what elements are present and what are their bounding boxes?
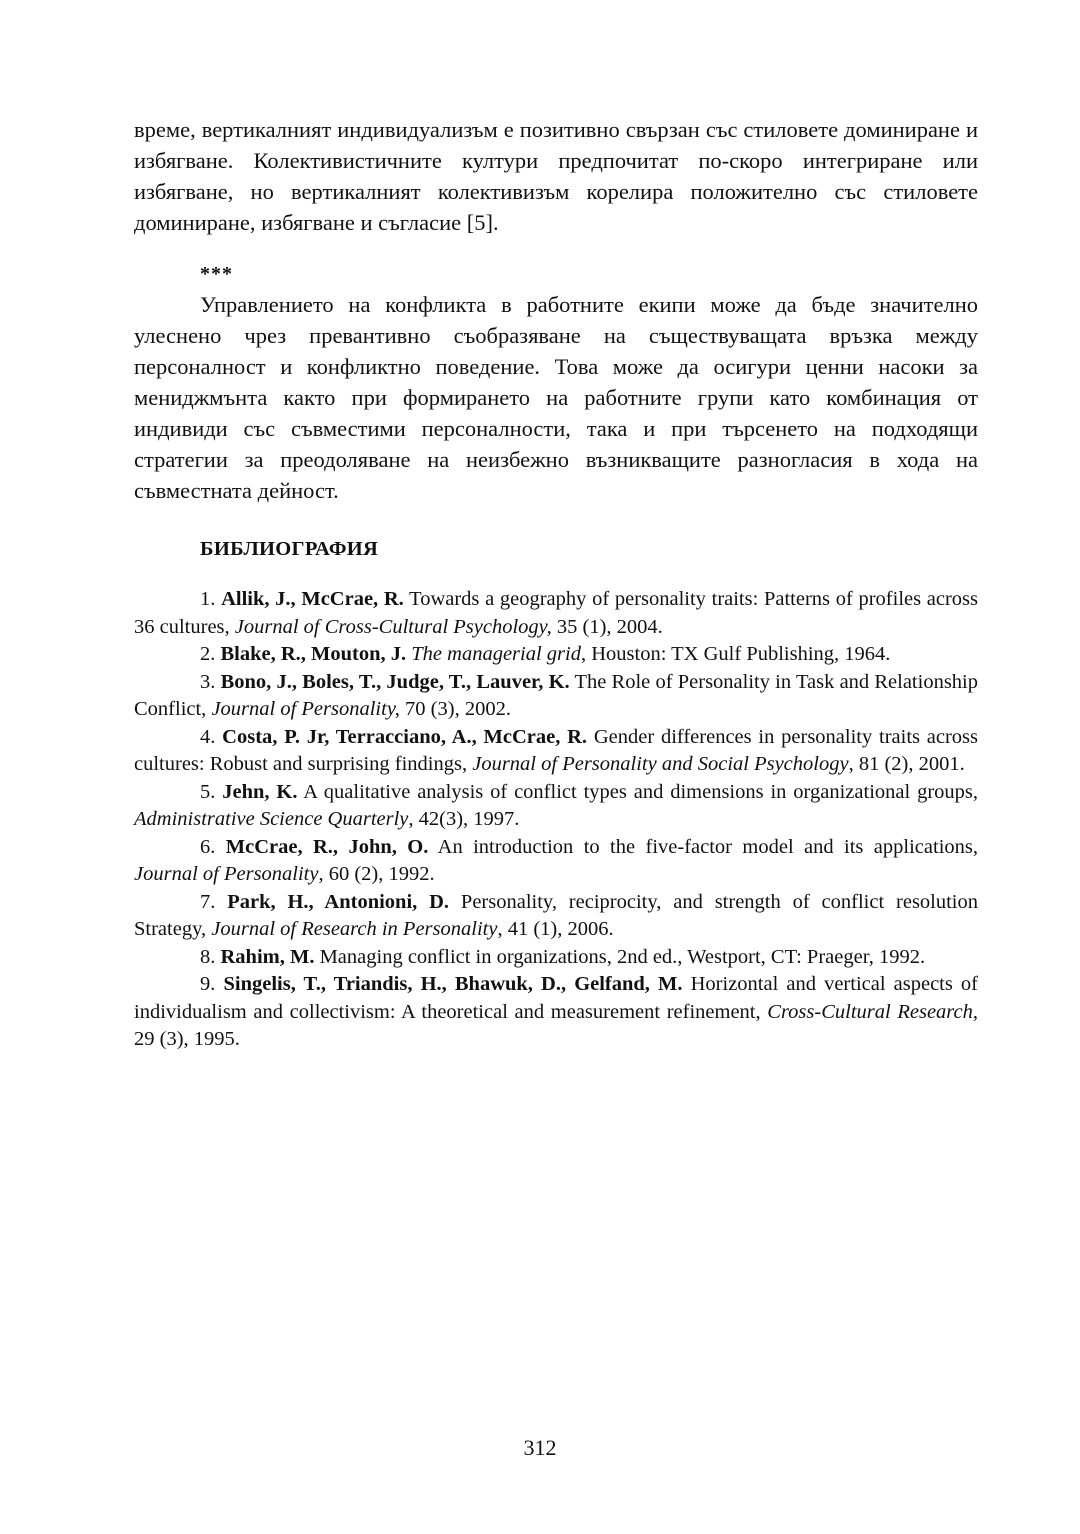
reference-number: 8. xyxy=(200,945,221,968)
body-paragraph-conclusion: Управлението на конфликта в работните екипи може да бъде значително улеснено чрез превантивно съобразяване на съществуващата връзка между персоналност и конфликтно поведение. Това може да осигури ценни насоки за мениджмънта както при формирането на работните групи като комбинация от индивиди със съвместими персоналности, така и при търсенето на подходящи стратегии за преодоляване на неизбежно възникващите разногласия в хода на съвместната дейност. xyxy=(134,292,978,503)
reference-number: 2. xyxy=(200,643,221,665)
reference-item xyxy=(134,834,978,889)
reference-number: 1. xyxy=(200,588,222,610)
reference-journal: Journal of Research in Personality xyxy=(211,918,498,940)
body-paragraph-continued: време, вертикалният индивидуализъм е позитивно свързан със стиловете доминиране и избягване. Колективистичните култури предпочитат по-скоро интегриране или избягване, но вертикалният колективизъм корелира положително със стиловете доминиране, избягване и съгласие [5]. xyxy=(134,117,978,235)
reference-title: Towards a geography of personality traits: Patterns of profiles across 36 cultures, xyxy=(134,588,979,638)
reference-authors: Costa, P. Jr, Terracciano, A., McCrae, R. xyxy=(222,725,588,748)
reference-authors: Rahim, M. xyxy=(220,945,315,968)
section-separator: *** xyxy=(200,263,233,285)
reference-journal: The managerial grid xyxy=(411,643,581,665)
reference-title: An introduction to the five-factor model and its applications, xyxy=(428,835,978,858)
reference-details: , 29 (3), 1995. xyxy=(134,1000,978,1050)
page-content xyxy=(134,114,978,1054)
reference-title: The Role of Personality in Task and Relationship Conflict, xyxy=(134,670,978,720)
reference-item xyxy=(134,641,978,669)
reference-authors: McCrae, R., John, O. xyxy=(225,835,429,858)
reference-item xyxy=(134,586,978,641)
reference-number: 9. xyxy=(200,973,224,995)
reference-number: 5. xyxy=(200,780,223,803)
reference-item xyxy=(134,889,978,944)
reference-title: Gender differences in personality traits across cultures: Robust and surprising findings, xyxy=(134,725,979,775)
reference-details: 70 (3), 2002. xyxy=(399,698,511,720)
reference-authors: Jehn, K. xyxy=(222,780,298,803)
reference-authors: Blake, R., Mouton, J. xyxy=(220,643,407,665)
reference-item xyxy=(134,971,978,1054)
reference-details: , Houston: TX Gulf Publishing, 1964. xyxy=(580,643,891,665)
reference-details: , 42(3), 1997. xyxy=(408,808,520,830)
reference-journal: Journal of Personality xyxy=(134,863,319,885)
reference-details: , 60 (2), 1992. xyxy=(318,863,435,885)
reference-item xyxy=(134,724,978,779)
reference-number: 3. xyxy=(200,670,221,693)
reference-authors: Park, H., Antonioni, D. xyxy=(227,890,450,913)
reference-journal: Administrative Science Quarterly xyxy=(134,808,409,830)
reference-title: A qualitative analysis of conflict types and dimensions in organizational groups, xyxy=(297,780,978,803)
reference-details: , 81 (2), 2001. xyxy=(848,753,965,775)
reference-authors: Bono, J., Boles, T., Judge, T., Lauver, K. xyxy=(220,670,570,693)
reference-item xyxy=(134,779,978,834)
reference-number: 4. xyxy=(200,725,223,748)
reference-number: 6. xyxy=(200,835,226,858)
reference-authors: Allik, J., McCrae, R. xyxy=(221,588,404,610)
reference-title: Horizontal and vertical aspects of individualism and collectivism: A theoretical and measurement refinement, xyxy=(134,973,979,1023)
reference-journal: Journal of Cross-Cultural Psychology, xyxy=(234,615,552,638)
bibliography-heading: БИБЛИОГРАФИЯ xyxy=(200,538,379,560)
reference-number: 7. xyxy=(200,890,228,913)
reference-item xyxy=(134,944,978,972)
reference-title: Personality, reciprocity, and strength of conflict resolution Strategy, xyxy=(134,890,979,940)
reference-title: Managing conflict in organizations, 2nd ed., Westport, CT: Praeger, 1992. xyxy=(314,945,926,968)
reference-list xyxy=(134,586,978,1054)
reference-authors: Singelis, T., Triandis, H., Bhawuk, D., Gelfand, M. xyxy=(223,973,683,995)
reference-details: 35 (1), 2004. xyxy=(551,615,663,638)
page-number: 312 xyxy=(523,1435,557,1460)
reference-journal: Journal of Personality and Social Psychology xyxy=(472,753,849,775)
reference-journal: Journal of Personality, xyxy=(211,698,400,720)
reference-journal: Cross-Cultural Research xyxy=(767,1000,973,1023)
reference-details: , 41 (1), 2006. xyxy=(497,918,614,940)
reference-item xyxy=(134,669,978,724)
